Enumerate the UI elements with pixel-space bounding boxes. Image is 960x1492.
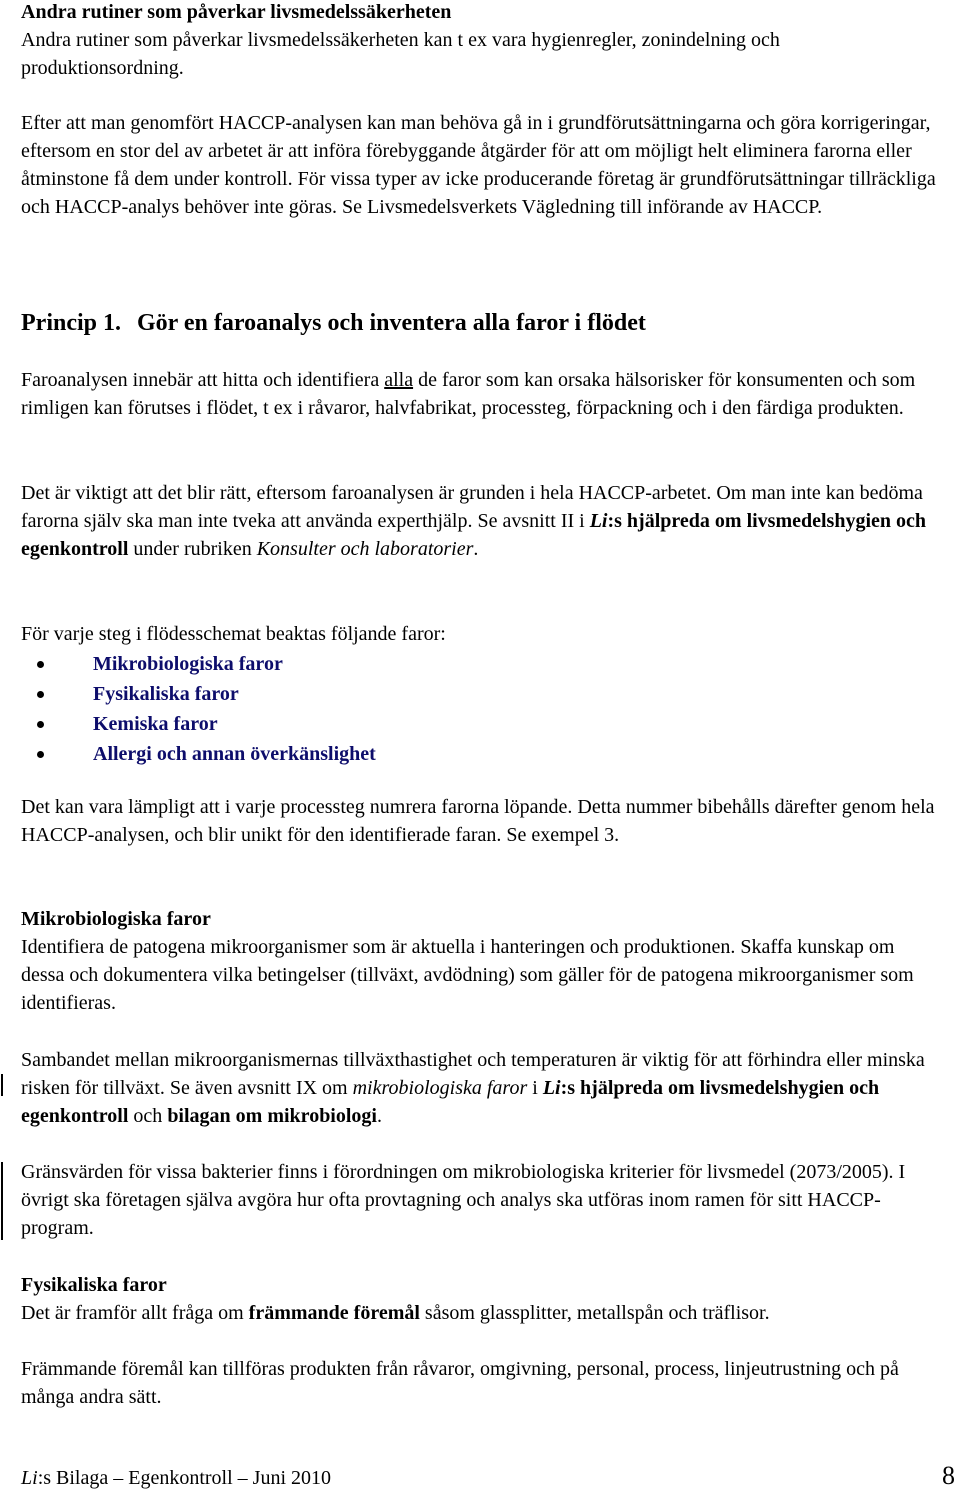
principle-heading (21, 308, 941, 338)
hazard-list (21, 650, 941, 770)
hazard-item-label: Allergi och annan överkänslighet (93, 743, 376, 765)
samband-bilaga: bilagan om mikrobiologi (167, 1105, 377, 1127)
hazard-item-label: Fysikaliska faror (93, 683, 239, 705)
footer-text: :s Bilaga – Egenkontroll – Juni 2010 (37, 1467, 331, 1489)
bullet-icon (37, 721, 44, 728)
routines-heading: Andra rutiner som påverkar livsmedelssäkerheten (21, 1, 452, 23)
section-routines (21, 0, 941, 82)
micro-section (21, 905, 941, 1017)
paragraph-samband (21, 1046, 941, 1130)
physical-text-after: såsom glassplitter, metallspån och träflisor. (419, 1302, 770, 1324)
bullet-icon (37, 691, 44, 698)
samband-li: Li (542, 1077, 561, 1099)
principle-title: Gör en faroanalys och inventera alla faror i flödet (137, 310, 646, 336)
samband-end: . (376, 1105, 382, 1127)
page-number: 8 (942, 1461, 955, 1490)
hazard-item (21, 680, 941, 710)
page-footer (21, 1464, 941, 1492)
hazard-item (21, 710, 941, 740)
hazards-intro: För varje steg i flödesschemat beaktas följande faror: (21, 623, 446, 645)
physical-text-before: Det är framför allt fråga om (21, 1302, 249, 1324)
samband-guide-title: :s hjälpreda om livsmedelshygien och egenkontroll (21, 1077, 880, 1127)
principle-label: Princip 1. (21, 310, 121, 336)
after-haccp-part2: För vissa typer av icke producerande företag är grundförutsättningar tillräckliga och HACCP-analys behöver inte göras. Se Livsmedelsverkets Vägledning till införande av HACCP. (21, 168, 936, 218)
paragraph-numrera: Det kan vara lämpligt att i varje processteg numrera farorna löpande. Detta nummer bibehålls därefter genom hela HACCP-analysen, och blir unikt för den identifierade faran. Se exempel 3. (21, 796, 935, 846)
after-haccp-part1: Efter att man genomfört HACCP-analysen kan man behöva gå in i grundförutsättningarna och göra korrigeringar, eftersom en stor del av arbetet är att införa förebyggande åtgärder för att om möjligt helt eliminera farorna eller åtminstone få dem under kontroll. (21, 112, 931, 190)
micro-text: Identifiera de patogena mikroorganismer som är aktuella i hanteringen och produktionen. Skaffa kunskap om dessa och dokumentera vilka betingelser (tillväxt, avdödning) som gäller för de patogena mikroorganismer som identifieras. (21, 936, 914, 1014)
viktigt-text: Det är viktigt att det blir rätt, eftersom faroanalysen är grunden i hela HACCP-arbetet. Om man inte kan bedöma farorna själv ska man inte tveka att använda experthjälp. Se avsnitt II i (21, 482, 923, 532)
paragraph-faroanalys (21, 366, 941, 422)
viktigt-mid: under rubriken (128, 538, 257, 560)
paragraph-viktigt (21, 479, 941, 563)
change-bar (1, 1162, 3, 1240)
change-bar (1, 1074, 3, 1096)
physical-bold: främmande föremål (248, 1302, 420, 1324)
paragraph-after-haccp (21, 109, 941, 221)
samband-italic: mikrobiologiska faror (352, 1077, 528, 1099)
viktigt-end: . (473, 538, 479, 560)
bullet-icon (37, 661, 44, 668)
hazard-item-label: Kemiska faror (93, 713, 218, 735)
viktigt-guide-title: :s hjälpreda om livsmedelshygien och egenkontroll (21, 510, 927, 560)
hazard-item (21, 740, 941, 770)
physical-heading: Fysikaliska faror (21, 1274, 167, 1296)
physical-text (21, 1299, 941, 1327)
hazards-section (21, 620, 941, 770)
faroanalys-text-after: de faror som kan orsaka hälsorisker för konsumenten och som rimligen kan förutses i flödet, t ex i råvaror, halvfabrikat, processteg, förpackning och i den färdiga produkten. (21, 369, 916, 419)
viktigt-italic: Konsulter och laboratorier (256, 538, 474, 560)
faroanalys-text-before: Faroanalysen innebär att hitta och identifiera (21, 369, 385, 391)
samband-and: och (128, 1105, 168, 1127)
paragraph-frammande: Främmande föremål kan tillföras produkten från råvaror, omgivning, personal, process, linjeutrustning och på många andra sätt. (21, 1358, 899, 1408)
hazard-item (21, 650, 941, 680)
paragraph-gransvarden: Gränsvärden för vissa bakterier finns i förordningen om mikrobiologiska kriterier för livsmedel (2073/2005). I övrigt ska företagen själva avgöra hur ofta provtagning och analys ska utföras inom ramen för sitt HACCP-program. (21, 1161, 906, 1239)
footer-li: Li (21, 1467, 38, 1489)
hazard-item-label: Mikrobiologiska faror (93, 653, 283, 675)
viktigt-li: Li (589, 510, 608, 532)
physical-section (21, 1271, 941, 1327)
samband-text: Sambandet mellan mikroorganismernas tillväxthastighet och temperaturen är viktig för att förhindra eller minska risken för tillväxt. Se även avsnitt IX om (21, 1049, 925, 1099)
bullet-icon (37, 751, 44, 758)
faroanalys-underlined: alla (384, 369, 414, 391)
micro-heading: Mikrobiologiska faror (21, 908, 211, 930)
samband-mid: i (527, 1077, 543, 1099)
routines-text: Andra rutiner som påverkar livsmedelssäkerheten kan t ex vara hygienregler, zonindelning och produktionsordning. (21, 29, 780, 79)
